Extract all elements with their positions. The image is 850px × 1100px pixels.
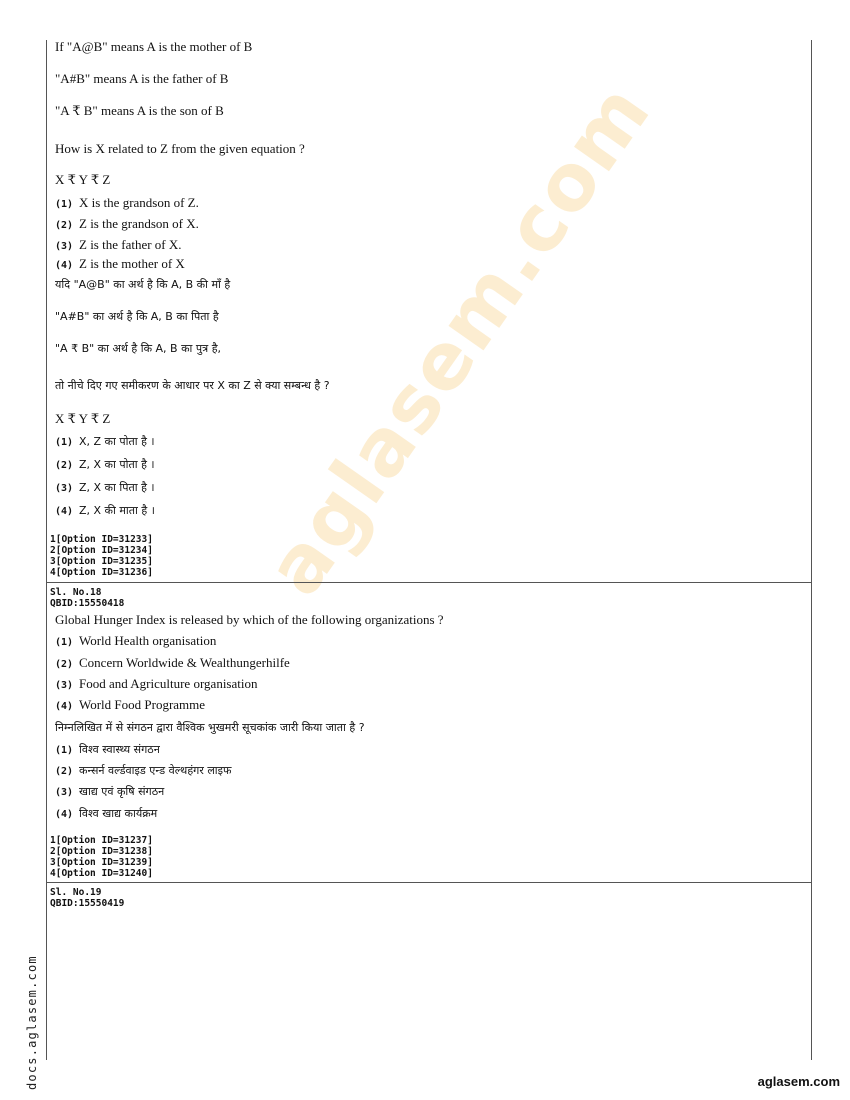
option-number: (2) [55, 460, 74, 471]
side-watermark-text: docs.aglasem.com [25, 955, 39, 1090]
option-number: (3) [55, 680, 74, 691]
option-number: (1) [55, 745, 74, 756]
q18-option-id-3: 3[Option ID=31239] [50, 857, 153, 868]
q19-sl-no: Sl. No.19 [50, 887, 102, 898]
q17-def3-hi: "A ₹ B" का अर्थ है कि A, B का पुत्र है, [55, 342, 222, 355]
option-number: (2) [55, 659, 74, 670]
q17-equation-en: X ₹ Y ₹ Z [55, 172, 111, 187]
q17-option-id-1: 1[Option ID=31233] [50, 534, 153, 545]
q17-option-id-3: 3[Option ID=31235] [50, 556, 153, 567]
option-number: (1) [55, 199, 74, 210]
q18-option-1-en [55, 633, 216, 651]
option-number: (1) [55, 437, 74, 448]
q17-option-4-hi [55, 503, 155, 520]
option-text: Z is the mother of X [79, 256, 185, 271]
q18-option-4-hi [55, 806, 157, 823]
q17-option-id-2: 2[Option ID=31234] [50, 545, 153, 556]
option-number: (2) [55, 766, 74, 777]
option-text: Z, X की माता है । [79, 504, 155, 517]
q17-def1-hi: यदि "A@B" का अर्थ है कि A, B की माँ है [55, 278, 231, 291]
option-number: (4) [55, 809, 74, 820]
option-text: विश्व खाद्य कार्यक्रम [79, 807, 158, 820]
q18-qbid: QBID:15550418 [50, 598, 125, 609]
q17-def2-hi: "A#B" का अर्थ है कि A, B का पिता है [55, 310, 219, 323]
option-text: विश्व स्वास्थ्य संगठन [79, 743, 160, 756]
brand-footer[interactable]: aglasem.com [757, 1074, 840, 1089]
q17-option-3-hi [55, 480, 155, 497]
option-text: Z, X का पिता है । [79, 481, 155, 494]
option-text: World Food Programme [79, 697, 206, 712]
option-text: Z is the grandson of X. [79, 216, 199, 231]
q18-option-id-4: 4[Option ID=31240] [50, 868, 153, 879]
option-number: (4) [55, 260, 74, 271]
q17-def3-en: "A ₹ B" means A is the son of B [55, 103, 224, 118]
option-text: X is the grandson of Z. [79, 195, 199, 210]
q17-option-4-en [55, 256, 185, 274]
option-number: (3) [55, 787, 74, 798]
question-divider [46, 582, 811, 583]
q17-option-2-en [55, 216, 199, 234]
option-text: Concern Worldwide & Wealthungerhilfe [79, 655, 290, 670]
q18-option-3-hi [55, 784, 164, 801]
q18-option-4-en [55, 697, 205, 715]
q18-option-id-2: 2[Option ID=31238] [50, 846, 153, 857]
q18-question-en: Global Hunger Index is released by which of the following organizations ? [55, 612, 444, 627]
option-text: World Health organisation [79, 633, 217, 648]
q18-option-2-en [55, 655, 290, 673]
option-text: Z, X का पोता है । [79, 458, 155, 471]
option-number: (4) [55, 506, 74, 517]
q17-option-3-en [55, 237, 182, 255]
watermark: aglasem.com [250, 67, 669, 612]
q17-option-2-hi [55, 457, 155, 474]
question-divider [46, 882, 811, 883]
option-text: Food and Agriculture organisation [79, 676, 258, 691]
q17-def2-en: "A#B" means A is the father of B [55, 71, 229, 86]
option-text: कन्सर्न वर्ल्डवाइड एन्ड वेल्थहंगर लाइफ [79, 764, 232, 777]
option-text: खाद्य एवं कृषि संगठन [79, 785, 165, 798]
option-text: X, Z का पोता है । [79, 435, 155, 448]
q19-qbid: QBID:15550419 [50, 898, 125, 909]
option-number: (4) [55, 701, 74, 712]
q17-question-en: How is X related to Z from the given equation ? [55, 141, 305, 156]
q18-option-1-hi [55, 742, 160, 759]
q17-option-1-hi [55, 434, 155, 451]
page-frame [46, 40, 812, 1060]
q18-option-id-1: 1[Option ID=31237] [50, 835, 153, 846]
option-number: (2) [55, 220, 74, 231]
q18-option-3-en [55, 676, 257, 694]
option-number: (1) [55, 637, 74, 648]
option-text: Z is the father of X. [79, 237, 182, 252]
q18-option-2-hi [55, 763, 232, 780]
q17-equation-hi: X ₹ Y ₹ Z [55, 411, 111, 426]
q18-sl-no: Sl. No.18 [50, 587, 102, 598]
option-number: (3) [55, 241, 74, 252]
q17-option-id-4: 4[Option ID=31236] [50, 567, 153, 578]
option-number: (3) [55, 483, 74, 494]
q17-question-hi: तो नीचे दिए गए समीकरण के आधार पर X का Z से क्या सम्बन्ध है ? [55, 379, 330, 392]
q18-question-hi: निम्नलिखित में से संगठन द्वारा वैश्विक भुखमरी सूचकांक जारी किया जाता है ? [55, 721, 365, 734]
q17-option-1-en [55, 195, 199, 213]
q17-def1-en: If "A@B" means A is the mother of B [55, 39, 253, 54]
